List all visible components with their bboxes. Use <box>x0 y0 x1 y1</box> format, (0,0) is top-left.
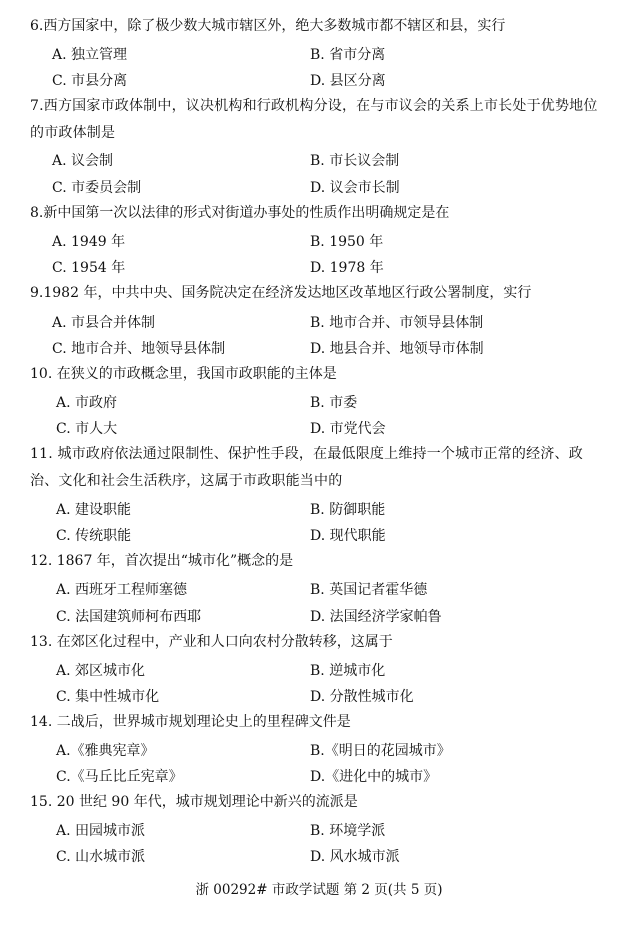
option-a: A. 市政府 <box>56 395 118 411</box>
question-stem: 14. 二战后，世界城市规划理论史上的里程碑文件是 <box>30 714 351 730</box>
option-b: B. 防御职能 <box>310 502 386 518</box>
option-c: C. 集中性城市化 <box>56 689 160 705</box>
option-d: D. 市党代会 <box>310 421 386 437</box>
option-b: B. 地市合并、市领导县体制 <box>310 315 484 331</box>
option-b: B. 1950 年 <box>310 234 384 250</box>
option-d: D. 1978 年 <box>310 260 384 276</box>
option-a: A. 1949 年 <box>52 234 126 250</box>
option-a: A. 独立管理 <box>52 47 128 63</box>
option-a: A. 建设职能 <box>56 502 132 518</box>
option-a: A. 郊区城市化 <box>56 663 146 679</box>
question-stem: 8.新中国第一次以法律的形式对街道办事处的性质作出明确规定是在 <box>30 205 450 221</box>
option-c: C. 市委员会制 <box>52 180 142 196</box>
option-c: C.《马丘比丘宪章》 <box>56 769 183 785</box>
option-d: D. 法国经济学家帕鲁 <box>310 609 442 625</box>
option-c: C. 市县分离 <box>52 73 128 89</box>
option-d: D.《进化中的城市》 <box>310 769 438 785</box>
page-footer: 浙 00292# 市政学试题 第 2 页(共 5 页) <box>195 882 443 898</box>
question-stem: 6.西方国家中，除了极少数大城市辖区外，绝大多数城市都不辖区和县，实行 <box>30 18 506 34</box>
option-a: A. 西班牙工程师塞德 <box>56 582 188 598</box>
option-b: B. 市委 <box>310 395 358 411</box>
option-c: C. 法国建筑师柯布西耶 <box>56 609 202 625</box>
option-b: B.《明日的花园城市》 <box>310 743 451 759</box>
option-b: B. 英国记者霍华德 <box>310 582 428 598</box>
option-c: C. 地市合并、地领导县体制 <box>52 341 226 357</box>
option-d: D. 风水城市派 <box>310 849 400 865</box>
question-stem: 9.1982 年，中共中央、国务院决定在经济发达地区改革地区行政公署制度，实行 <box>30 285 532 301</box>
option-a: A. 田园城市派 <box>56 823 146 839</box>
option-b: B. 市长议会制 <box>310 153 400 169</box>
option-b: B. 逆城市化 <box>310 663 386 679</box>
option-c: C. 传统职能 <box>56 528 132 544</box>
question-stem: 7.西方国家市政体制中，议决机构和行政机构分设，在与市议会的关系上市长处于优势地位的市政体制是 <box>30 98 598 141</box>
option-a: A.《雅典宪章》 <box>56 743 155 759</box>
question-stem: 12. 1867 年，首次提出“城市化”概念的是 <box>30 553 294 569</box>
option-d: D. 地县合并、地领导市体制 <box>310 341 484 357</box>
option-a: A. 议会制 <box>52 153 114 169</box>
option-a: A. 市县合并体制 <box>52 315 156 331</box>
option-d: D. 现代职能 <box>310 528 386 544</box>
option-c: C. 1954 年 <box>52 260 126 276</box>
question-stem: 15. 20 世纪 90 年代，城市规划理论中新兴的流派是 <box>30 794 358 810</box>
option-d: D. 分散性城市化 <box>310 689 414 705</box>
option-c: C. 市人大 <box>56 421 118 437</box>
question-stem: 11. 城市政府依法通过限制性、保护性手段，在最低限度上维持一个城市正常的经济、政治、文化和社会生活秩序，这属于市政职能当中的 <box>30 446 583 489</box>
option-d: D. 县区分离 <box>310 73 386 89</box>
option-b: B. 省市分离 <box>310 47 386 63</box>
option-d: D. 议会市长制 <box>310 180 400 196</box>
question-stem: 10. 在狭义的市政概念里，我国市政职能的主体是 <box>30 366 337 382</box>
option-b: B. 环境学派 <box>310 823 386 839</box>
option-c: C. 山水城市派 <box>56 849 146 865</box>
question-stem: 13. 在郊区化过程中，产业和人口向农村分散转移，这属于 <box>30 634 393 650</box>
